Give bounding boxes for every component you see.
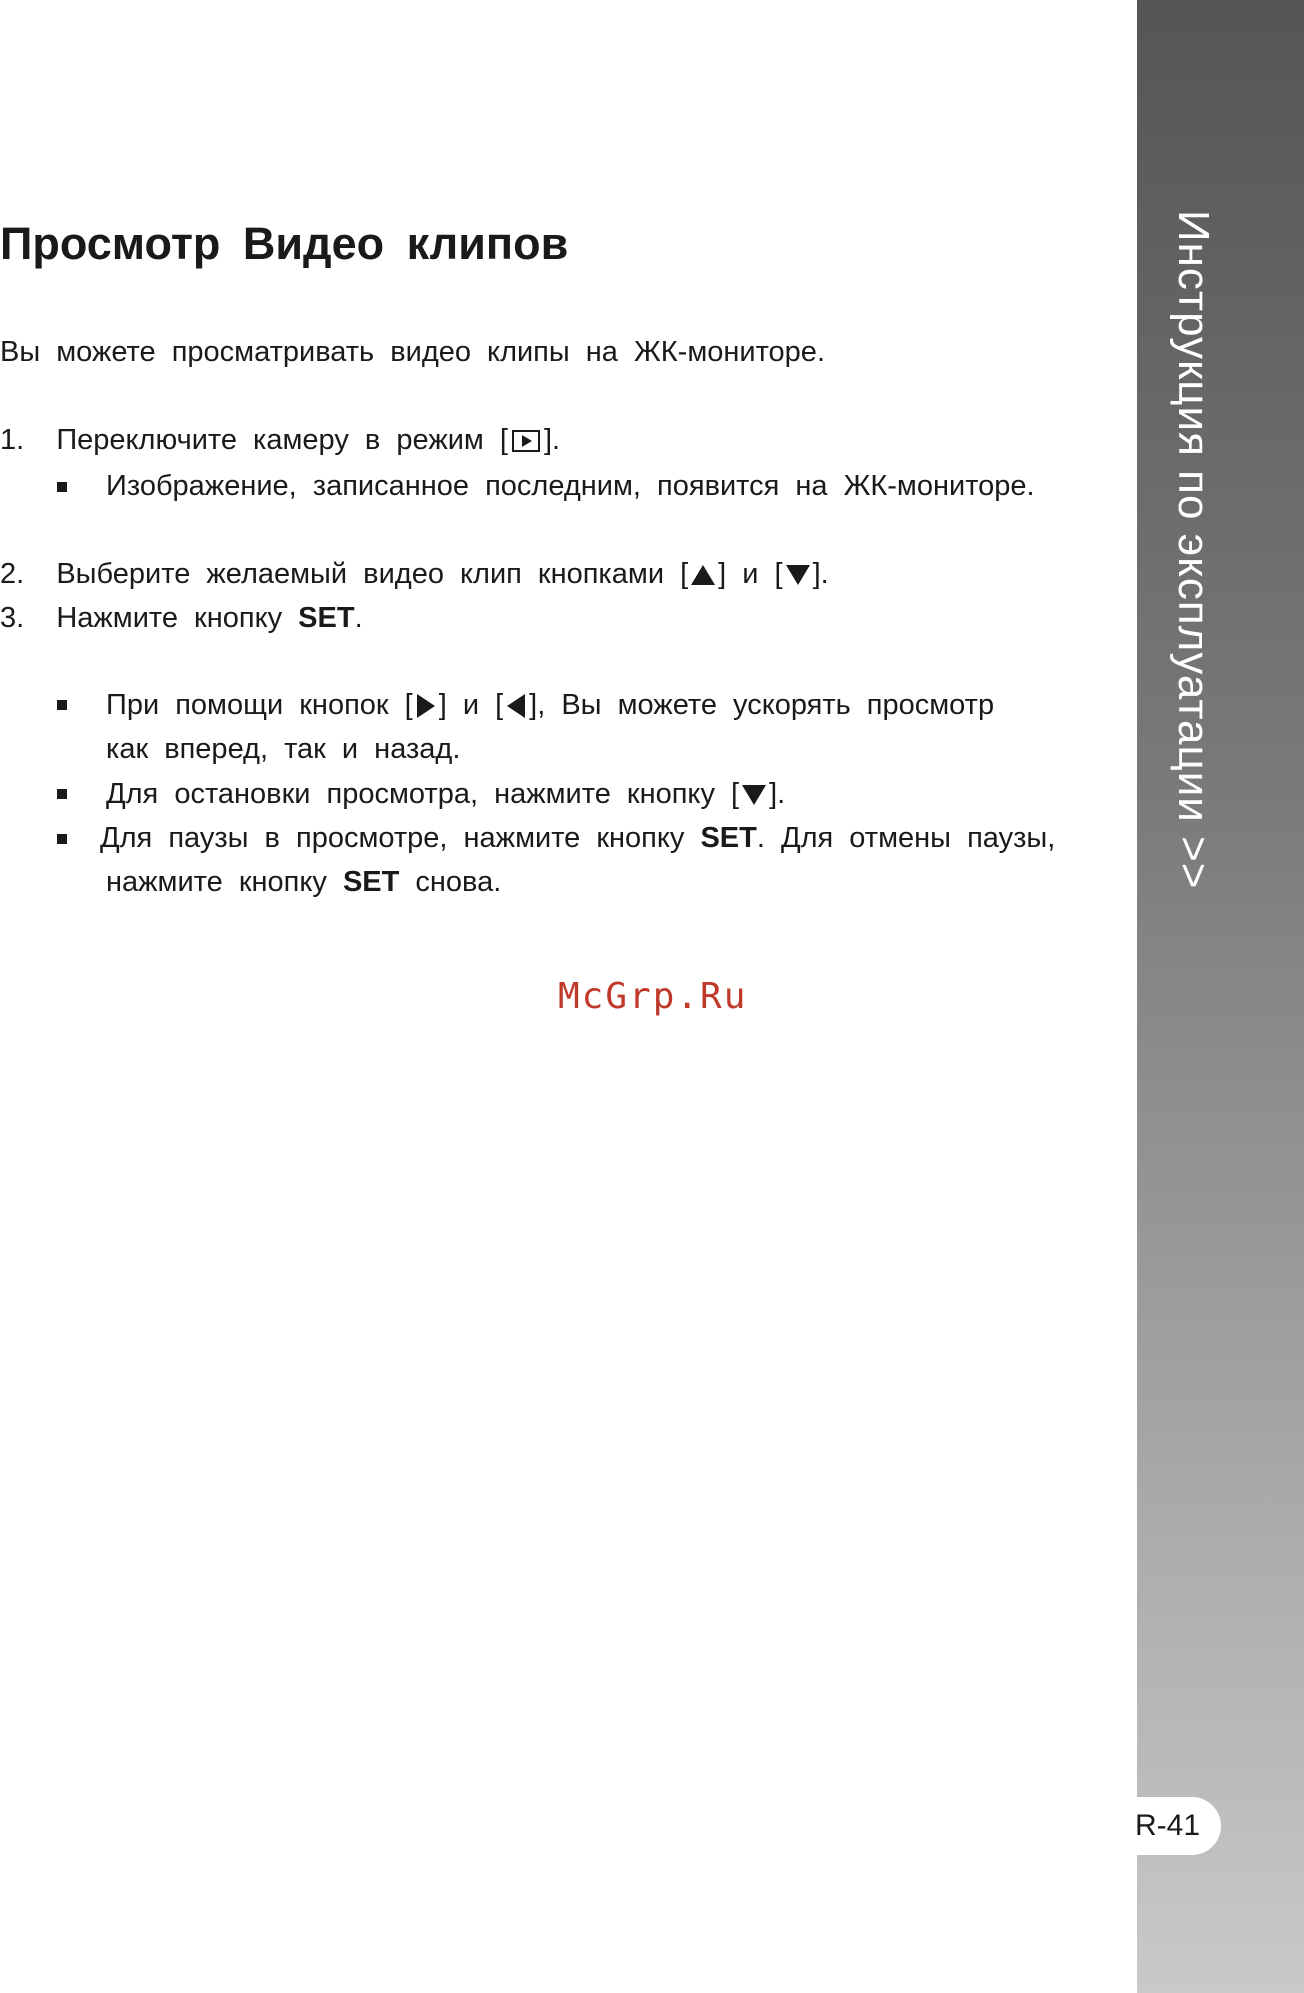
note-text: ], Вы можете ускорять просмотр xyxy=(529,689,995,721)
step-1 xyxy=(0,422,560,458)
note-text: . Для отмены паузы, xyxy=(756,822,1056,854)
note-text: ] и [ xyxy=(438,689,504,721)
step-text: Нажмите кнопку xyxy=(56,602,299,634)
note-text: ]. xyxy=(769,778,786,810)
note-1-line-2: как вперед, так и назад. xyxy=(106,733,461,765)
step-text-end: . xyxy=(354,602,363,634)
note-2 xyxy=(106,776,785,812)
bullet-icon xyxy=(57,834,67,844)
watermark: McGrp.Ru xyxy=(558,976,748,1017)
step-number: 1. xyxy=(0,424,25,456)
set-key-label: SET xyxy=(700,822,757,854)
step-text-mid: ] и [ xyxy=(718,558,783,590)
step-text-end: ]. xyxy=(543,424,561,456)
page-title: Просмотр Видео клипов xyxy=(0,218,569,269)
intro-text: Вы можете просматривать видео клипы на ЖК-мониторе. xyxy=(0,336,825,368)
note-text: нажмите кнопку xyxy=(106,866,343,898)
note-text: Для паузы в просмотре, нажмите кнопку xyxy=(100,822,701,854)
step-2 xyxy=(0,556,829,592)
down-arrow-icon xyxy=(742,785,766,805)
left-arrow-icon xyxy=(507,694,525,718)
set-key-label: SET xyxy=(342,866,400,898)
right-arrow-icon xyxy=(417,694,435,718)
note-text: При помощи кнопок [ xyxy=(106,689,413,721)
up-arrow-icon xyxy=(691,565,715,585)
set-key-label: SET xyxy=(298,602,355,634)
step-number: 2. xyxy=(0,558,25,590)
step-text: Выберите желаемый видео клип кнопками [ xyxy=(56,558,689,590)
bullet-icon xyxy=(57,482,67,492)
note-text: Для остановки просмотра, нажмите кнопку [ xyxy=(106,778,740,810)
step-3 xyxy=(0,600,363,636)
side-tab-bar xyxy=(1137,0,1304,1993)
down-arrow-icon xyxy=(786,565,810,585)
step-1-note: Изображение, записанное последним, появится на ЖК-мониторе. xyxy=(106,470,1035,502)
playback-mode-icon xyxy=(512,430,540,452)
note-1 xyxy=(106,687,994,723)
note-3-line-2 xyxy=(106,864,501,900)
note-text: снова. xyxy=(399,866,502,898)
step-text: Переключите камеру в режим [ xyxy=(56,424,508,456)
bullet-icon xyxy=(57,700,67,710)
side-section-title: Инструкция по эксплуатации >> xyxy=(1169,210,1218,890)
bullet-icon xyxy=(57,789,67,799)
note-3 xyxy=(100,820,1055,856)
step-text-end: ]. xyxy=(812,558,829,590)
page-number: R-41 xyxy=(1121,1797,1221,1855)
step-number: 3. xyxy=(0,602,25,634)
